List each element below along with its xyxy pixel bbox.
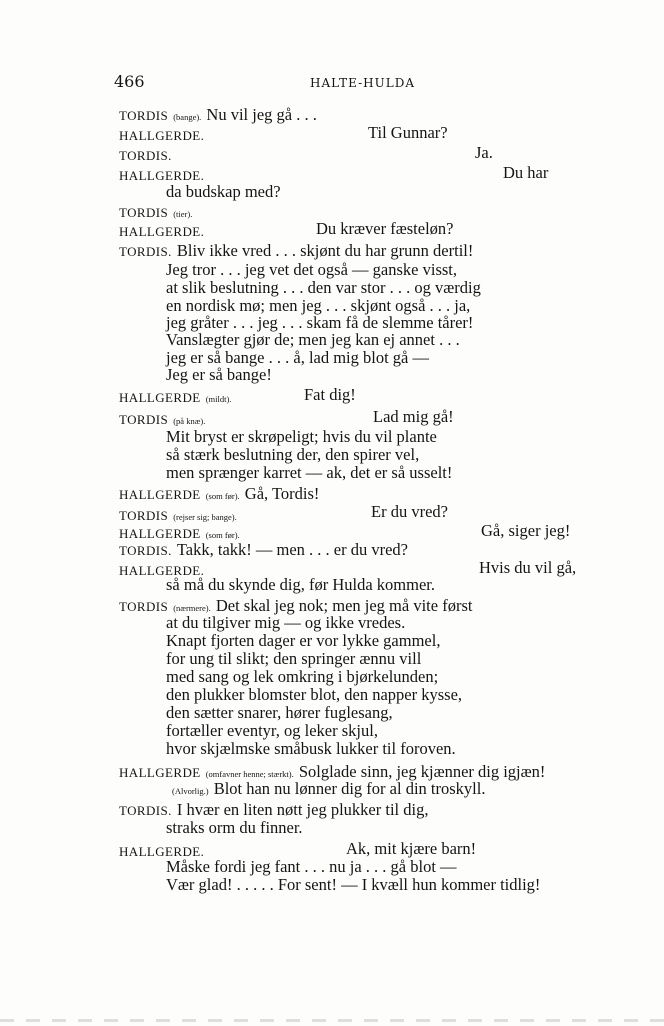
dialogue-text: Solglade sinn, jeg kjænner dig igjæn! <box>298 762 546 781</box>
stage-direction: (på knæ). <box>173 416 206 426</box>
verse-line: med sang og lek omkring i bjørkelunden; <box>166 667 439 686</box>
verse-line: Jeg er så bange! <box>166 365 272 384</box>
verse-line: for ung til slikt; den springer ænnu vill <box>166 649 422 668</box>
verse-line: Mit bryst er skrøpeligt; hvis du vil plante <box>166 427 437 446</box>
verse-line: en nordisk mø; men jeg . . . skjønt også . . . ja, <box>166 296 471 315</box>
verse-line: den sætter snarer, hører fuglesang, <box>166 703 393 722</box>
dialogue-text: Blot han nu lønner dig for al din troskyll. <box>213 779 486 798</box>
verse-line: men sprænger karret — ak, det er så usselt! <box>166 463 453 482</box>
verse-line: at slik beslutning . . . den var stor . . . og værdig <box>166 278 481 297</box>
verse-line: at du tilgiver mig — og ikke vredes. <box>166 613 406 632</box>
verse-line: jeg er så bange . . . å, lad mig blot gå — <box>166 348 430 367</box>
stage-direction: (som før). <box>205 530 240 540</box>
speech-line <box>119 506 237 526</box>
stage-direction: (tier). <box>173 209 193 219</box>
speaker-name: TORDIS. <box>119 148 172 163</box>
dialogue-text: Du har <box>503 163 549 182</box>
speaker-name: HALLGERDE. <box>119 168 205 183</box>
speech-line <box>172 780 485 800</box>
stage-direction: (rejser sig; bange). <box>173 512 237 522</box>
speaker-name: HALLGERDE <box>119 390 201 405</box>
verse-line: Knapt fjorten dager er vor lykke gammel, <box>166 631 441 650</box>
stage-direction: (nærmere). <box>173 603 211 613</box>
speaker-name: HALLGERDE. <box>119 224 205 239</box>
dialogue-text: Det skal jeg nok; men jeg må vite først <box>215 596 473 615</box>
speaker-name: TORDIS. <box>119 803 172 818</box>
stage-direction: (som før). <box>205 491 240 501</box>
speaker-name: HALLGERDE. <box>119 844 205 859</box>
dialogue-text: Hvis du vil gå, <box>479 558 577 577</box>
speech-line <box>119 222 204 241</box>
speaker-name: HALLGERDE. <box>119 563 205 578</box>
speaker-name: TORDIS. <box>119 543 172 558</box>
verse-line: jeg gråter . . . jeg . . . skam få de slemme tårer! <box>166 313 474 332</box>
dialogue-text: Nu vil jeg gå . . . <box>206 105 317 124</box>
verse-line: Måske fordi jeg fant . . . nu ja . . . gå blot — <box>166 857 457 876</box>
verse-line: den plukker blomster blot, den napper kysse, <box>166 685 463 704</box>
speech-line <box>119 126 204 145</box>
speech-line <box>119 541 408 560</box>
stage-direction: (bange). <box>173 112 202 122</box>
speaker-name: TORDIS <box>119 108 169 123</box>
dialogue-text: Ak, mit kjære barn! <box>346 839 477 858</box>
speaker-name: TORDIS. <box>119 244 172 259</box>
verse-line: så stærk beslutning der, den spirer vel, <box>166 445 420 464</box>
speech-line <box>119 388 231 408</box>
speaker-name: TORDIS <box>119 205 169 220</box>
dialogue-text: Til Gunnar? <box>368 123 448 142</box>
speech-line <box>119 242 473 261</box>
speaker-name: TORDIS <box>119 412 169 427</box>
verse-line: Jeg tror . . . jeg vet det også — ganske visst, <box>166 260 457 279</box>
verse-line: Vanslægter gjør de; men jeg kan ej annet . . . <box>166 330 460 349</box>
speaker-name: HALLGERDE <box>119 765 201 780</box>
dialogue-text: Fat dig! <box>304 385 356 404</box>
speech-line <box>119 106 317 126</box>
dialogue-text: Ja. <box>475 143 493 162</box>
speaker-name: HALLGERDE <box>119 526 201 541</box>
speech-line <box>119 485 319 505</box>
verse-line: da budskap med? <box>166 182 281 201</box>
dialogue-text: Bliv ikke vred . . . skjønt du har grunn dertil! <box>176 241 474 260</box>
verse-line: fortæller eventyr, og leker skjul, <box>166 721 378 740</box>
verse-line: straks orm du finner. <box>166 818 303 837</box>
stage-direction: (mildt). <box>205 394 232 404</box>
running-head: HALTE-HULDA <box>310 76 415 90</box>
speaker-name: TORDIS <box>119 508 169 523</box>
stage-direction: (Alvorlig.) <box>172 786 209 796</box>
page-edge-rule <box>0 1019 664 1022</box>
verse-line: hvor skjælmske småbusk lukker til foroven. <box>166 739 456 758</box>
verse-line: Vær glad! . . . . . For sent! — I kvæll hun kommer tidlig! <box>166 875 541 894</box>
speaker-name: TORDIS <box>119 599 169 614</box>
dialogue-text: Er du vred? <box>371 502 448 521</box>
speech-line <box>119 146 172 165</box>
dialogue-text: Gå, Tordis! <box>244 484 320 503</box>
speaker-name: HALLGERDE. <box>119 128 205 143</box>
page-number: 466 <box>114 72 145 91</box>
dialogue-text: Takk, takk! — men . . . er du vred? <box>176 540 409 559</box>
dialogue-text: Gå, siger jeg! <box>481 521 571 540</box>
dialogue-text: Lad mig gå! <box>373 407 454 426</box>
dialogue-text: I hvær en liten nøtt jeg plukker til dig, <box>176 800 429 819</box>
verse-line: så må du skynde dig, før Hulda kommer. <box>166 575 435 594</box>
stage-direction: (omfavner henne; stærkt). <box>205 769 294 779</box>
speech-line <box>119 203 192 223</box>
speaker-name: HALLGERDE <box>119 487 201 502</box>
dialogue-text: Du kræver fæsteløn? <box>316 219 454 238</box>
